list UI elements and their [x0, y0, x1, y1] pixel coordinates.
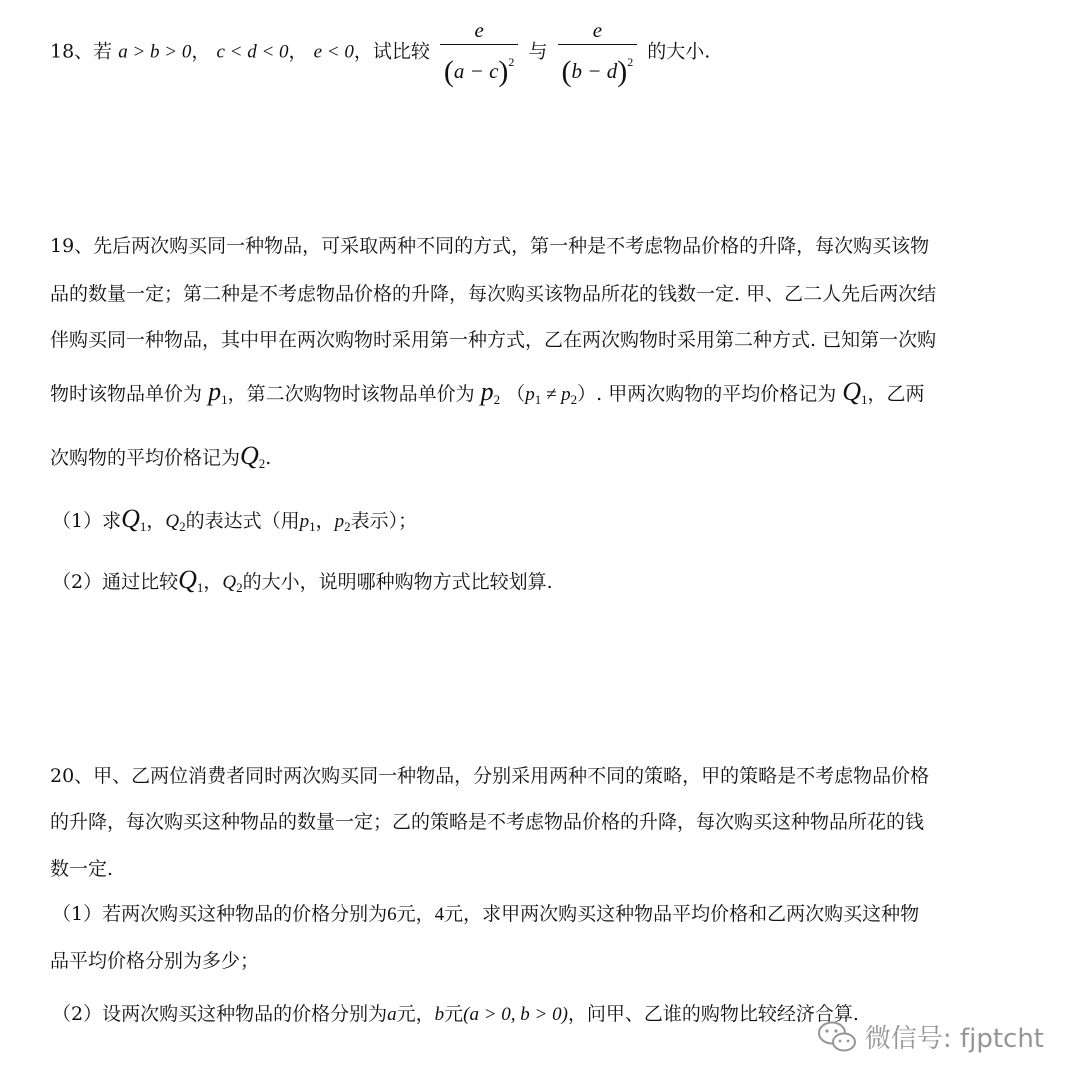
var-p1: $p_1$ [208, 377, 228, 407]
fraction-2-numerator: e [592, 18, 603, 42]
fraction-1-denominator: $(a - c)^2$ [440, 44, 519, 87]
q19-line-2: 品的数量一定；第二种是不考虑物品价格的升降，每次购买该物品所花的钱数一定. 甲、乙二人先后两次结 [50, 283, 937, 305]
q18-tail: 的大小. [647, 40, 711, 63]
q20-line-1: 20、甲、乙两位消费者同时两次购买同一种物品，分别采用两种不同的策略，甲的策略是不考虑物品价格 [50, 765, 930, 787]
fraction-1-numerator: e [474, 18, 484, 42]
q18-label: 18、若 [50, 40, 113, 63]
wechat-icon [817, 1020, 857, 1054]
q19-part-2: （2）通过比较$Q_1$，$Q_2$的大小，说明哪种购物方式比较划算. [52, 565, 553, 595]
q18-condition-1: a > b > 0 [118, 41, 192, 63]
fraction-2-denominator: $(b - d)^2$ [558, 44, 638, 87]
q19-line-3: 伴购买同一种物品，其中甲在两次购物时采用第一种方式，乙在两次购物时采用第二种方式. 已知第一次购 [50, 329, 937, 351]
var-Q2: $Q_2$ [240, 441, 266, 471]
q18-connector: 与 [528, 40, 548, 63]
watermark-text: 微信号: fjptcht [864, 1024, 1044, 1054]
q19-part-1: （1）求$Q_1$，$Q_2$的表达式（用$p_1$，$p_2$表示）； [52, 504, 418, 534]
q18-condition-2: c < d < 0 [216, 41, 289, 63]
q20-part-1-line-2: 品平均价格分别为多少； [50, 950, 260, 972]
p-not-equal: $p_1 \ne p_2$ [525, 384, 578, 407]
q18-condition-3: e < 0 [313, 41, 354, 63]
q20-part-2: （2）设两次购买这种物品的价格分别为a元，b元(a > 0, b > 0)，问甲、乙谁的购物比较经济合算. [52, 1003, 859, 1025]
var-Q1: $Q_1$ [842, 377, 868, 407]
question-18: 18、若 a > b > 0， c < d < 0， e < 0，试比较 $\frac{e}{(a - c)^2}$ 与 $\frac{e}{(b - d)^2}$ 的大小. [50, 18, 711, 88]
fraction-1 [440, 18, 519, 87]
q19-line-4: 物时该物品单价为 $p_1$，第二次购物时该物品单价为 $p_2$ $(p_1 \ne p_2)$. 甲两次购物的平均价格记为 $Q_1$，乙两 [50, 377, 925, 407]
q18-compare-text: ，试比较 [353, 40, 430, 63]
fraction-2 [558, 18, 638, 87]
var-p2: $p_2$ [480, 377, 501, 407]
wechat-watermark [817, 1018, 1044, 1055]
q20-line-2: 的升降，每次购买这种物品的数量一定；乙的策略是不考虑物品价格的升降，每次购买这种物品所花的钱 [50, 811, 925, 833]
q19-line-1: 19、先后两次购买同一种物品，可采取两种不同的方式，第一种是不考虑物品价格的升降，每次购买该物 [50, 235, 930, 257]
q20-part-1-line-1: （1）若两次购买这种物品的价格分别为6元，4元，求甲两次购买这种物品平均价格和乙两次购买这种物 [52, 903, 920, 925]
q20-line-3: 数一定. [50, 858, 114, 880]
q19-line-5: 次购物的平均价格记为$Q_2$. [50, 441, 272, 471]
